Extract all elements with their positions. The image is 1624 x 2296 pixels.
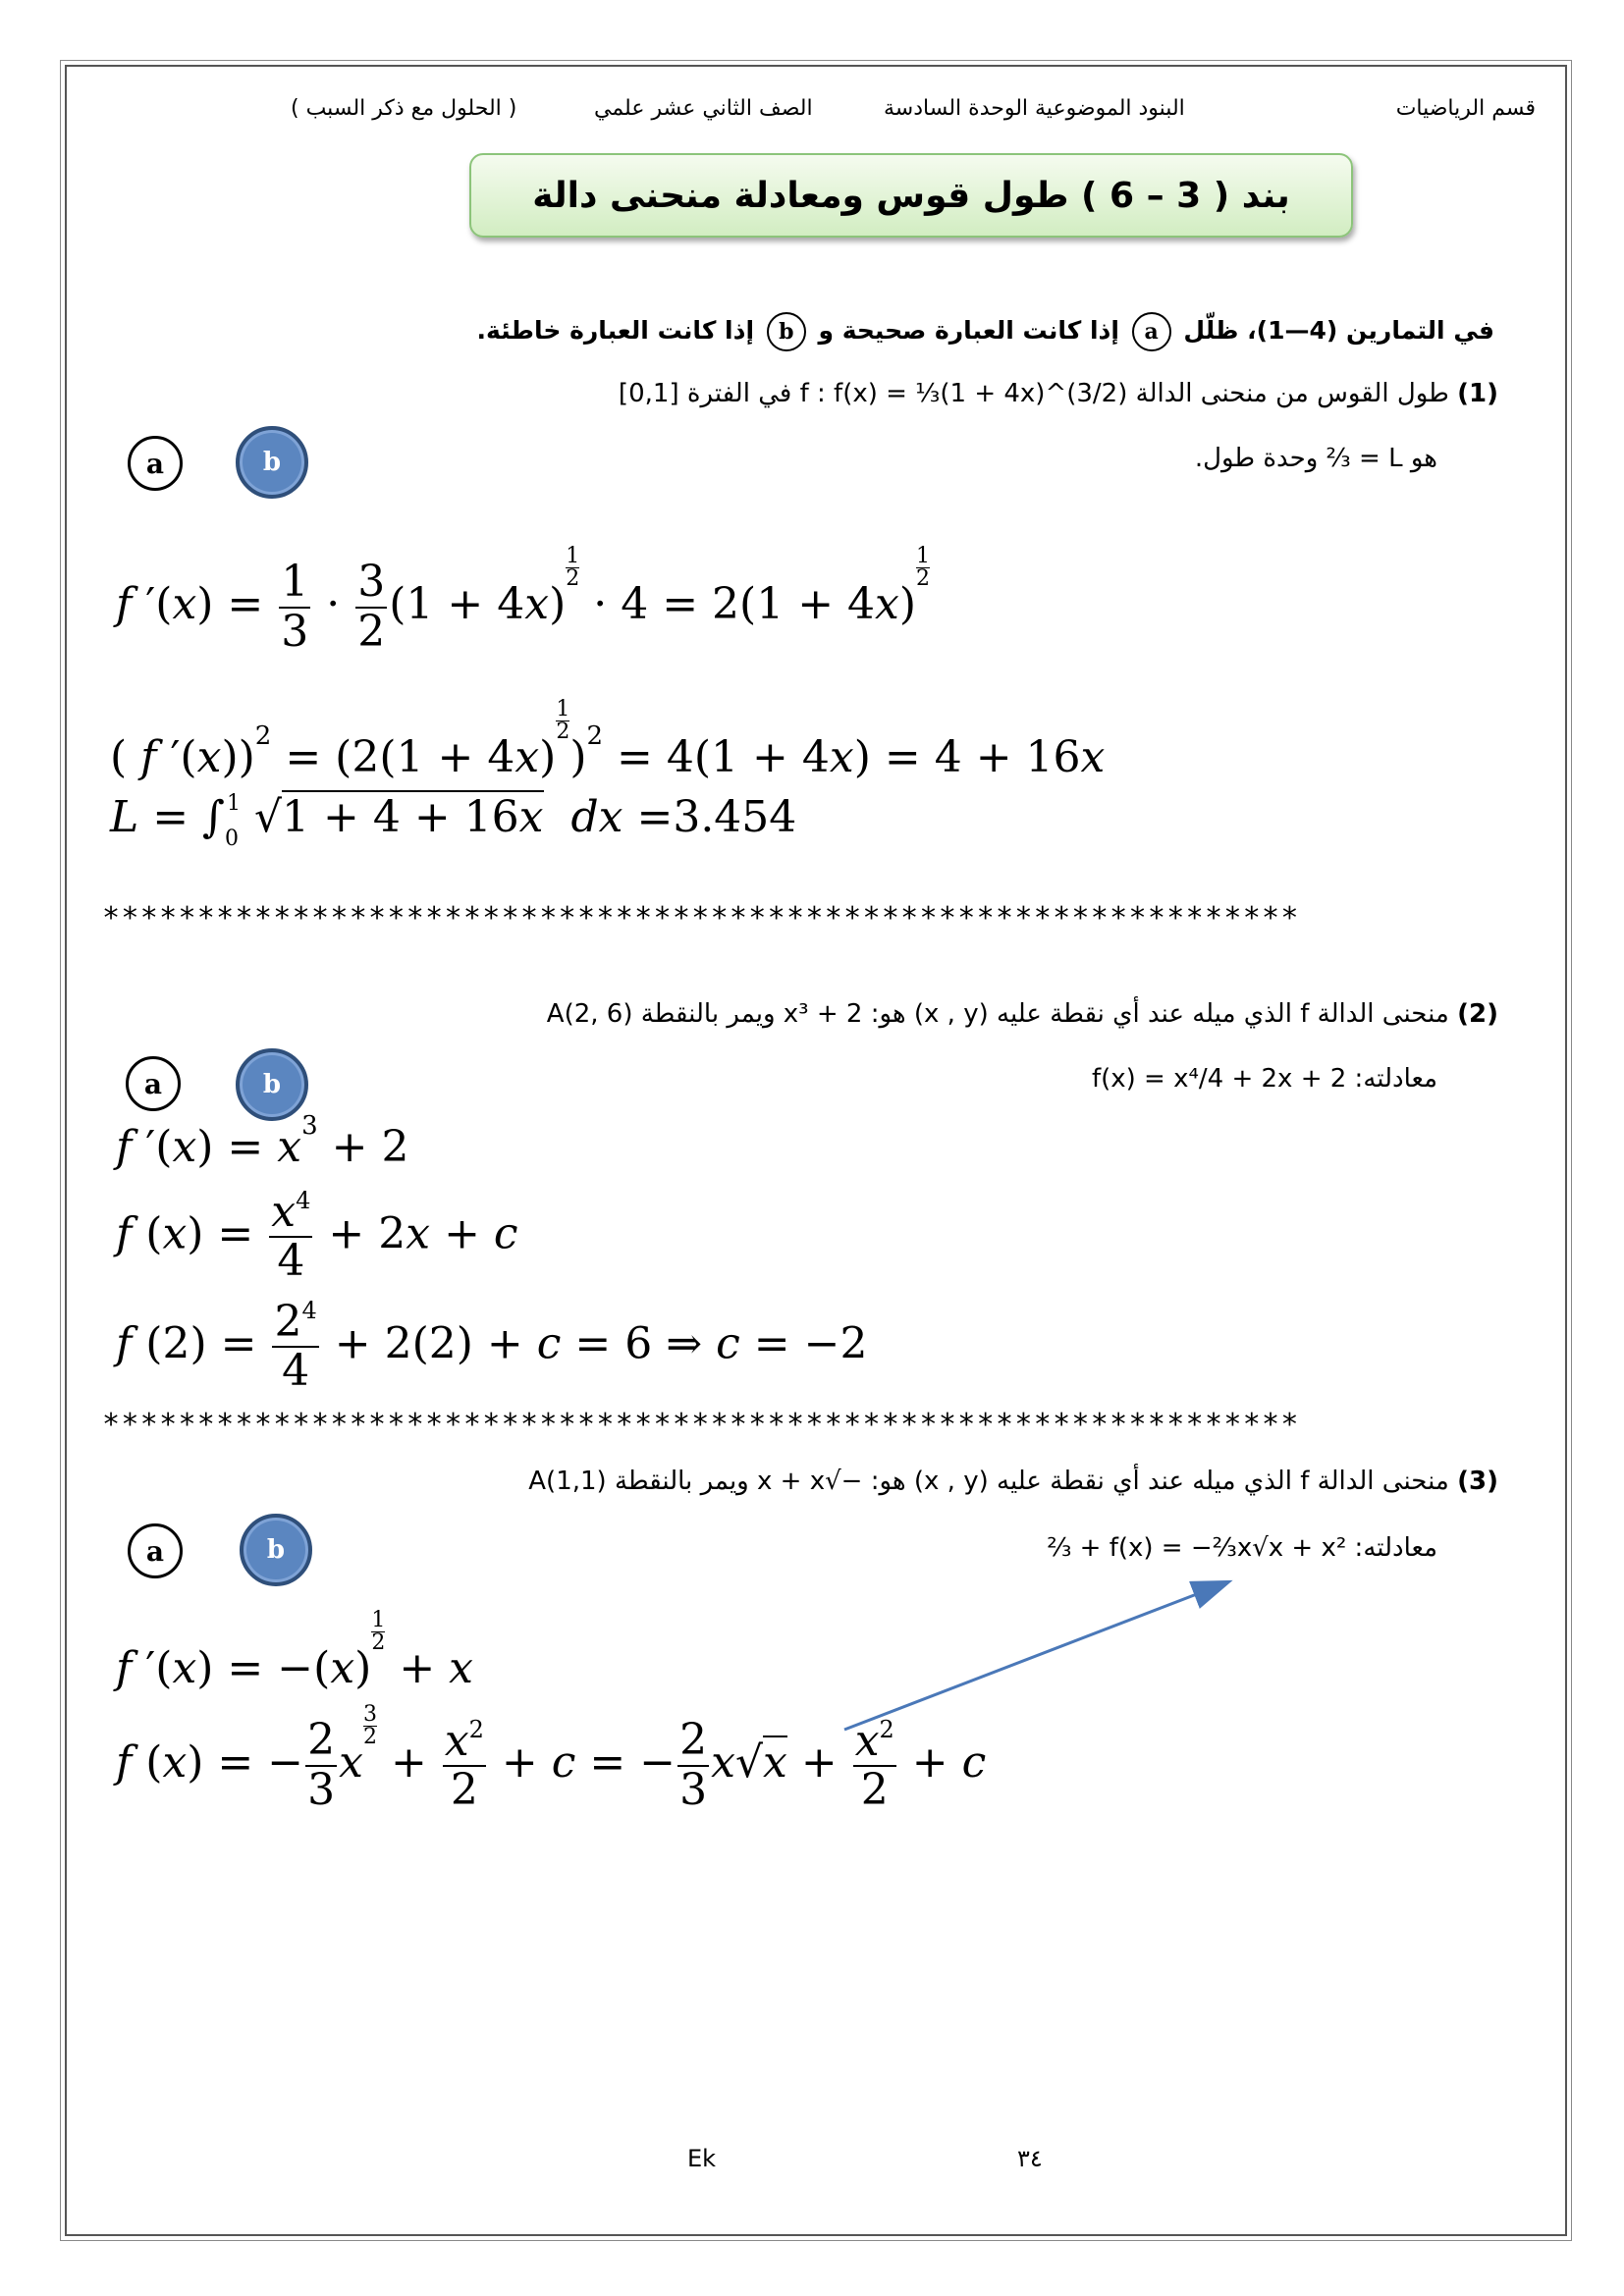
q1-text: طول القوس من منحنى الدالة f : f(x) = ⅓(1 + 4x)^(3/2) في الفترة [0,1] <box>618 379 1449 408</box>
q1-statement-line2: هو L = ⅔ وحدة طول. <box>1194 444 1437 473</box>
q1-number: (1) <box>1457 379 1498 408</box>
q2-solution-line3: f (2) = $\frac{2^4}{4}$ + 2(2) + c = 6 ⇒ c = −2 <box>116 1297 868 1397</box>
header-note: ( الحلول مع ذكر السبب ) <box>291 96 517 121</box>
q2-number: (2) <box>1457 999 1498 1029</box>
section-title-text: بند ( 3 – 6 ) طول قوس ومعادلة منحنى دالة <box>532 175 1290 216</box>
q2-choice-a[interactable]: a <box>126 1056 181 1111</box>
separator-stars-1: *************************************************************** <box>102 901 1300 935</box>
q3-solution-line1: f ′(x) = −(x) $\frac{1}{2}$ + x <box>116 1608 473 1693</box>
q3-text: منحنى الدالة f الذي ميله عند أي نقطة عليه (x , y) هو: −√x + x ويمر بالنقطة A(1,1) <box>528 1467 1449 1496</box>
q2-solution-line2: f (x) = $\frac{x^4}{4}$ + 2x + c <box>116 1187 518 1287</box>
q1-choice-b[interactable]: b <box>236 426 308 499</box>
q3-choice-a[interactable]: a <box>128 1523 183 1578</box>
q3-choice-b[interactable]: b <box>240 1514 312 1586</box>
header-department: قسم الرياضيات <box>1395 96 1536 121</box>
q2-choice-b[interactable]: b <box>236 1048 308 1121</box>
header-class: الصف الثاني عشر علمي <box>594 96 813 121</box>
separator-stars-2: *************************************************************** <box>102 1408 1300 1442</box>
q2-text: منحنى الدالة f الذي ميله عند أي نقطة عليه (x , y) هو: x³ + 2 ويمر بالنقطة A(2, 6) <box>546 999 1449 1029</box>
header-unit: البنود الموضوعية الوحدة السادسة <box>884 96 1185 121</box>
q2-statement-line2: معادلته: f(x) = x⁴/4 + 2x + 2 <box>1091 1064 1437 1094</box>
inline-choice-a: a <box>1132 312 1171 351</box>
q1-solution-line2: ( f ′(x))$^2$ = (2(1 + 4x) $\frac{1}{2}$ )$^2$ = 4(1 + 4x) = 4 + 16x <box>110 697 1106 782</box>
footer-author: Ek <box>687 2145 717 2172</box>
footer-page-number: ٣٤ <box>1017 2145 1043 2172</box>
q1-solution-line3: $L = \int_0^1$ √1 + 4 + 16x dx =3.454 <box>110 791 797 851</box>
q3-statement-line2: معادلته: f(x) = −⅔x√x + x² + ⅔ <box>1047 1533 1437 1563</box>
instructions-true-text: إذا كانت العبارة صحيحة و <box>818 316 1119 345</box>
q2-solution-line1: f $'(x) = x^3 + 2$ <box>116 1111 409 1172</box>
q3-solution-line2: f (x) = − $\frac{2}{3}$ x $\frac{3}{2}$ + $\frac{x^2}{2}$ + c = − $\frac{2}{3}$ x√x + $\frac{x^2}{2}$ + c <box>116 1702 987 1815</box>
q1-choice-a[interactable]: a <box>128 436 183 491</box>
q1-solution-line1: f ′(x) = $\frac{1}{3}$ · $\frac{3}{2}$ (1 + 4x) $\frac{1}{2}$ · 4 = 2(1 + 4x) $\frac{1}{2}$ <box>116 544 931 657</box>
instructions-false-text: إذا كانت العبارة خاطئة. <box>476 316 755 345</box>
q3-number: (3) <box>1457 1467 1498 1496</box>
inline-choice-b: b <box>767 312 806 351</box>
instructions-prefix: في التمارين (4—1)، ظلّل <box>1183 316 1494 345</box>
